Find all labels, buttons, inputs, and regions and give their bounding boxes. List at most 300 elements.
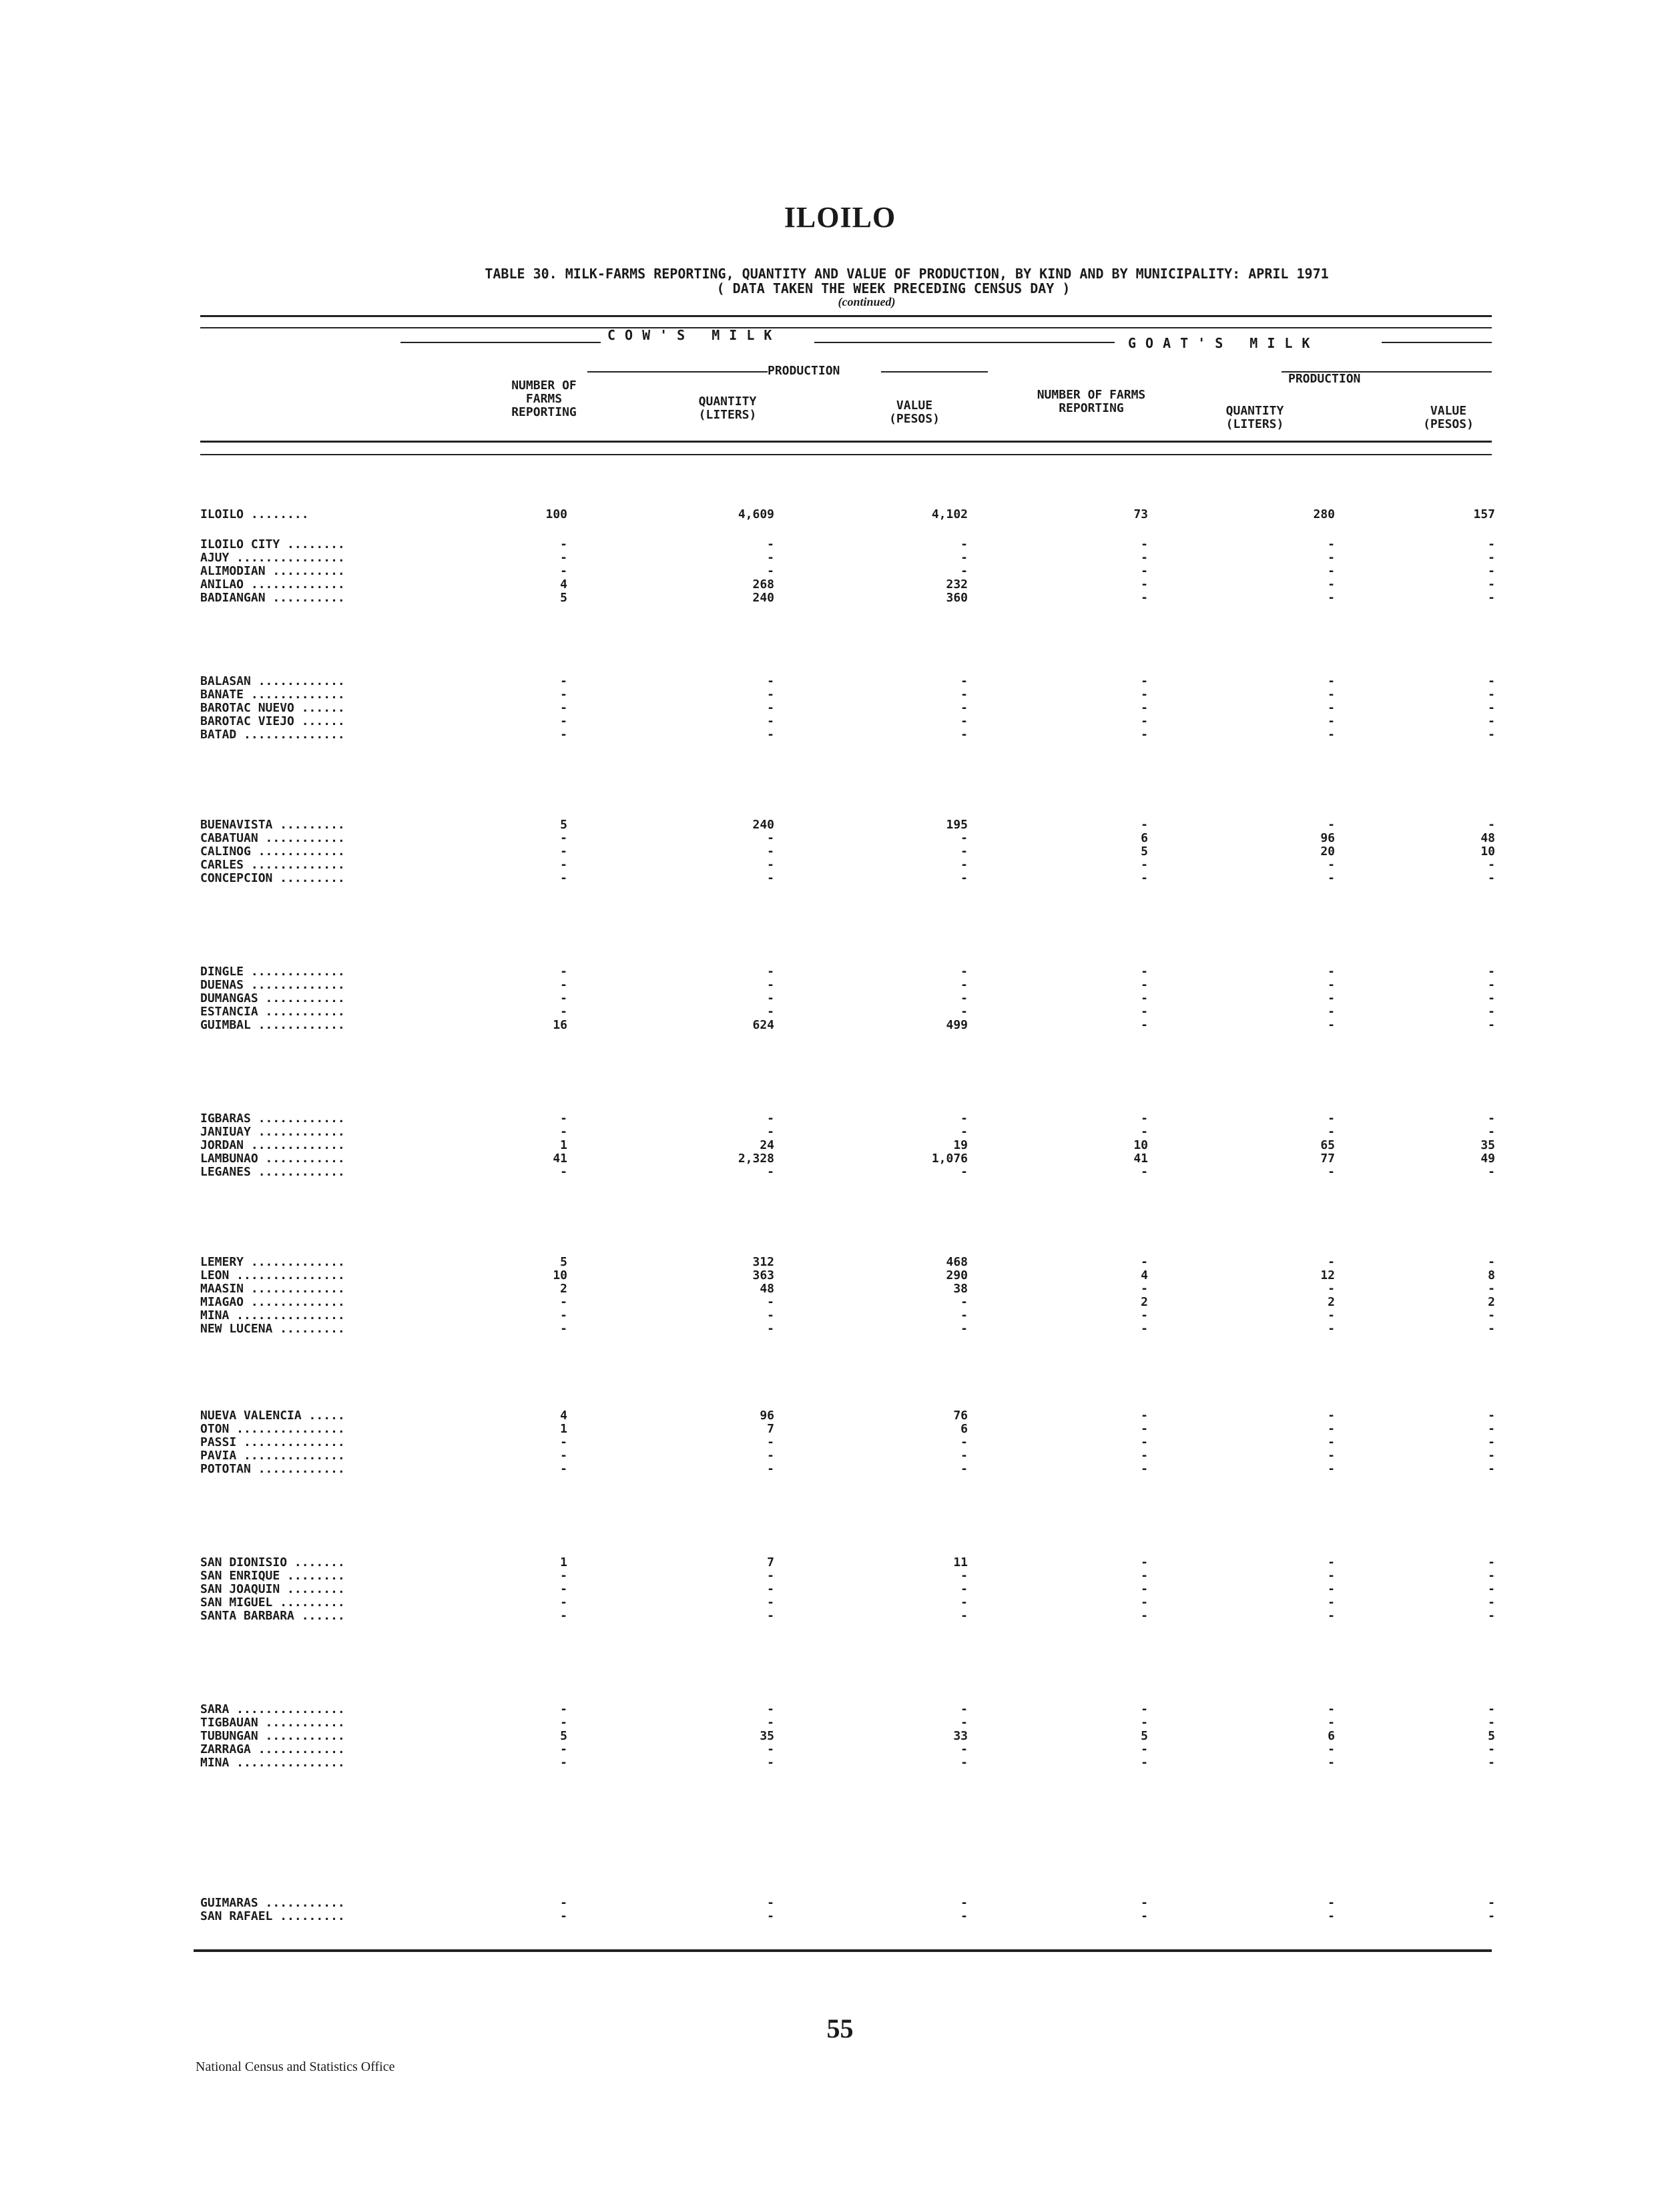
table-cell: 240 bbox=[752, 818, 774, 832]
municipality-name: SANTA BARBARA ...... bbox=[200, 1609, 345, 1623]
municipality-name: LEON ............... bbox=[200, 1268, 345, 1282]
table-cell: - bbox=[1141, 1702, 1148, 1716]
table-cell: - bbox=[767, 858, 774, 872]
table-cell: - bbox=[1328, 1742, 1335, 1756]
table-cell: 1,076 bbox=[931, 1152, 968, 1166]
table-cell: - bbox=[960, 1909, 968, 1923]
municipality-name: TUBUNGAN ........... bbox=[200, 1729, 345, 1743]
table-cell: - bbox=[1328, 1435, 1335, 1449]
municipality-name: CARLES ............. bbox=[200, 858, 345, 872]
table-cell: 77 bbox=[1320, 1152, 1335, 1166]
table-cell: 100 bbox=[545, 507, 567, 521]
table-cell: 65 bbox=[1320, 1138, 1335, 1152]
table-cell: - bbox=[960, 978, 968, 992]
table-cell: - bbox=[560, 1435, 567, 1449]
table-cell: 5 bbox=[560, 591, 567, 605]
table-cell: - bbox=[1141, 1255, 1148, 1269]
municipality-name: MIAGAO ............. bbox=[200, 1295, 345, 1309]
table-cell: 4,609 bbox=[738, 507, 774, 521]
table-cell: - bbox=[960, 674, 968, 688]
table-row bbox=[200, 1165, 1502, 1180]
table-cell: - bbox=[767, 701, 774, 715]
table-cell: - bbox=[1328, 537, 1335, 551]
goat-production-header: PRODUCTION bbox=[1288, 372, 1361, 386]
table-cell: - bbox=[767, 1596, 774, 1610]
municipality-name: DUENAS ............. bbox=[200, 978, 345, 992]
table-cell: - bbox=[1328, 1422, 1335, 1436]
table-cell: - bbox=[560, 1756, 567, 1770]
table-cell: 268 bbox=[752, 577, 774, 591]
table-cell: 33 bbox=[953, 1729, 968, 1743]
table-cell: - bbox=[560, 1462, 567, 1476]
table-row bbox=[200, 858, 1502, 873]
municipality-name: NEW LUCENA ......... bbox=[200, 1322, 345, 1336]
table-cell: - bbox=[1141, 714, 1148, 728]
table-row bbox=[200, 818, 1502, 832]
table-cell: 10 bbox=[553, 1268, 567, 1282]
table-cell: - bbox=[1488, 1449, 1495, 1463]
cow-value-header: VALUE (PESOS) bbox=[889, 399, 940, 426]
table-cell: - bbox=[1488, 1596, 1495, 1610]
table-cell: - bbox=[1141, 577, 1148, 591]
municipality-name: BUENAVISTA ......... bbox=[200, 818, 345, 832]
table-cell: - bbox=[560, 688, 567, 702]
table-cell: - bbox=[560, 537, 567, 551]
municipality-name: SAN MIGUEL ......... bbox=[200, 1596, 345, 1610]
table-row bbox=[200, 871, 1502, 886]
table-row bbox=[200, 1435, 1502, 1450]
cow-rule-left bbox=[400, 342, 601, 343]
table-cell: - bbox=[767, 1582, 774, 1596]
table-cell: 312 bbox=[752, 1255, 774, 1269]
table-cell: - bbox=[560, 1295, 567, 1309]
table-cell: - bbox=[560, 1165, 567, 1179]
municipality-name: MINA ............... bbox=[200, 1308, 345, 1322]
table-cell: - bbox=[1328, 1909, 1335, 1923]
table-cell: - bbox=[1328, 1569, 1335, 1583]
table-cell: - bbox=[960, 991, 968, 1005]
table-cell: 363 bbox=[752, 1268, 774, 1282]
table-row bbox=[200, 1268, 1502, 1283]
table-cell: - bbox=[1328, 1555, 1335, 1569]
table-cell: - bbox=[1328, 1165, 1335, 1179]
table-cell: - bbox=[1488, 871, 1495, 885]
table-row bbox=[200, 1582, 1502, 1597]
table-cell: 96 bbox=[1320, 831, 1335, 845]
table-cell: - bbox=[1488, 1422, 1495, 1436]
table-cell: - bbox=[767, 1569, 774, 1583]
goat-rule-right bbox=[1382, 342, 1492, 343]
table-cell: - bbox=[767, 1896, 774, 1910]
table-row bbox=[200, 1609, 1502, 1624]
table-cell: - bbox=[767, 1756, 774, 1770]
table-cell: - bbox=[560, 1112, 567, 1126]
table-row bbox=[200, 577, 1502, 592]
table-cell: - bbox=[1488, 537, 1495, 551]
table-cell: - bbox=[767, 1449, 774, 1463]
table-cell: - bbox=[1141, 1322, 1148, 1336]
table-cell: - bbox=[960, 1165, 968, 1179]
municipality-name: OTON ............... bbox=[200, 1422, 345, 1436]
table-cell: 240 bbox=[752, 591, 774, 605]
table-cell: - bbox=[560, 844, 567, 859]
table-cell: 6 bbox=[1141, 831, 1148, 845]
page-title: ILOILO bbox=[784, 201, 896, 234]
table-cell: - bbox=[1141, 674, 1148, 688]
table-cell: - bbox=[1141, 564, 1148, 578]
table-cell: - bbox=[767, 714, 774, 728]
table-cell: 4 bbox=[1141, 1268, 1148, 1282]
municipality-name: ZARRAGA ............ bbox=[200, 1742, 345, 1756]
table-cell: - bbox=[960, 1322, 968, 1336]
table-cell: - bbox=[1141, 1896, 1148, 1910]
table-cell: 195 bbox=[946, 818, 968, 832]
table-cell: - bbox=[960, 1609, 968, 1623]
table-cell: - bbox=[960, 714, 968, 728]
table-cell: 24 bbox=[760, 1138, 774, 1152]
table-cell: - bbox=[1328, 991, 1335, 1005]
table-cell: - bbox=[1488, 564, 1495, 578]
goat-quantity-header: QUANTITY (LITERS) bbox=[1225, 404, 1284, 431]
table-cell: - bbox=[1488, 965, 1495, 979]
municipality-name: SAN DIONISIO ....... bbox=[200, 1555, 345, 1569]
table-cell: - bbox=[767, 1308, 774, 1322]
table-cell: - bbox=[1488, 714, 1495, 728]
table-cell: - bbox=[560, 1005, 567, 1019]
municipality-name: ALIMODIAN .......... bbox=[200, 564, 345, 578]
table-row bbox=[200, 1295, 1502, 1310]
table-row bbox=[200, 978, 1502, 993]
table-cell: - bbox=[1488, 591, 1495, 605]
table-cell: - bbox=[1488, 818, 1495, 832]
table-row bbox=[200, 1125, 1502, 1140]
table-cell: - bbox=[1141, 871, 1148, 885]
municipality-name: ANILAO ............. bbox=[200, 577, 345, 591]
table-row bbox=[200, 701, 1502, 716]
municipality-name: SAN ENRIQUE ........ bbox=[200, 1569, 345, 1583]
table-cell: - bbox=[1488, 1609, 1495, 1623]
table-cell: 5 bbox=[1141, 844, 1148, 859]
table-cell: - bbox=[560, 1582, 567, 1596]
table-cell: - bbox=[960, 965, 968, 979]
table-cell: - bbox=[1328, 1596, 1335, 1610]
table-cell: 499 bbox=[946, 1018, 968, 1032]
table-cell: - bbox=[1488, 1112, 1495, 1126]
municipality-name: GUIMARAS ........... bbox=[200, 1896, 345, 1910]
table-cell: 5 bbox=[1488, 1729, 1495, 1743]
table-cell: - bbox=[960, 1462, 968, 1476]
table-cell: - bbox=[1141, 1609, 1148, 1623]
table-cell: - bbox=[1488, 1282, 1495, 1296]
table-cell: - bbox=[1141, 1435, 1148, 1449]
table-cell: - bbox=[1141, 1582, 1148, 1596]
table-cell: - bbox=[767, 1125, 774, 1139]
table-cell: - bbox=[1328, 1702, 1335, 1716]
table-cell: - bbox=[560, 858, 567, 872]
cow-production-header: PRODUCTION bbox=[768, 364, 840, 378]
table-cell: - bbox=[560, 1569, 567, 1583]
table-cell: - bbox=[560, 1596, 567, 1610]
table-cell: - bbox=[1488, 1005, 1495, 1019]
table-cell: - bbox=[960, 1716, 968, 1730]
table-row bbox=[200, 1018, 1502, 1033]
table-row bbox=[200, 1896, 1502, 1911]
cow-prod-rule-left bbox=[587, 371, 768, 373]
table-cell: - bbox=[1488, 1909, 1495, 1923]
table-continued: (continued) bbox=[838, 295, 896, 308]
table-cell: - bbox=[1488, 1125, 1495, 1139]
municipality-name: BATAD .............. bbox=[200, 728, 345, 742]
table-cell: - bbox=[560, 551, 567, 565]
municipality-name: ILOILO CITY ........ bbox=[200, 537, 345, 551]
table-cell: 4 bbox=[560, 1409, 567, 1423]
table-row bbox=[200, 507, 1502, 522]
table-cell: - bbox=[960, 1756, 968, 1770]
table-row bbox=[200, 1596, 1502, 1610]
table-cell: 48 bbox=[1480, 831, 1495, 845]
table-cell: - bbox=[1328, 728, 1335, 742]
table-cell: - bbox=[960, 1569, 968, 1583]
table-cell: - bbox=[960, 537, 968, 551]
table-cell: 5 bbox=[560, 1729, 567, 1743]
table-cell: 6 bbox=[1328, 1729, 1335, 1743]
municipality-name: IGBARAS ............ bbox=[200, 1112, 345, 1126]
table-row bbox=[200, 1702, 1502, 1717]
cow-quantity-header: QUANTITY (LITERS) bbox=[698, 395, 757, 422]
table-cell: - bbox=[767, 674, 774, 688]
table-cell: - bbox=[960, 1005, 968, 1019]
table-cell: - bbox=[1141, 551, 1148, 565]
table-row bbox=[200, 564, 1502, 579]
table-cell: - bbox=[560, 728, 567, 742]
table-row bbox=[200, 674, 1502, 689]
table-cell: - bbox=[1141, 965, 1148, 979]
table-row bbox=[200, 1756, 1502, 1770]
table-cell: - bbox=[1488, 1756, 1495, 1770]
table-bottom-rule bbox=[194, 1949, 1492, 1952]
municipality-name: AJUY ............... bbox=[200, 551, 345, 565]
table-cell: - bbox=[1141, 688, 1148, 702]
table-cell: - bbox=[1488, 1569, 1495, 1583]
table-cell: - bbox=[560, 1449, 567, 1463]
municipality-name: BALASAN ............ bbox=[200, 674, 345, 688]
table-cell: - bbox=[1488, 1409, 1495, 1423]
table-cell: 19 bbox=[953, 1138, 968, 1152]
table-cell: - bbox=[560, 978, 567, 992]
table-row bbox=[200, 831, 1502, 846]
table-cell: - bbox=[1488, 701, 1495, 715]
table-row bbox=[200, 1909, 1502, 1924]
table-cell: - bbox=[560, 1742, 567, 1756]
table-cell: - bbox=[1488, 1308, 1495, 1322]
table-cell: - bbox=[960, 688, 968, 702]
municipality-name: BAROTAC NUEVO ...... bbox=[200, 701, 345, 715]
table-cell: 1 bbox=[560, 1422, 567, 1436]
municipality-name: CABATUAN ........... bbox=[200, 831, 345, 845]
table-cell: - bbox=[1141, 1596, 1148, 1610]
municipality-name: DINGLE ............. bbox=[200, 965, 345, 979]
table-row bbox=[200, 714, 1502, 729]
table-cell: 2 bbox=[1488, 1295, 1495, 1309]
table-cell: - bbox=[1141, 1909, 1148, 1923]
table-cell: - bbox=[1328, 577, 1335, 591]
table-cell: - bbox=[1141, 1742, 1148, 1756]
table-cell: 2 bbox=[1328, 1295, 1335, 1309]
table-cell: - bbox=[1141, 1282, 1148, 1296]
table-cell: - bbox=[1328, 1125, 1335, 1139]
table-row bbox=[200, 1255, 1502, 1270]
table-cell: - bbox=[1488, 577, 1495, 591]
table-cell: - bbox=[560, 1702, 567, 1716]
table-cell: 38 bbox=[953, 1282, 968, 1296]
table-cell: - bbox=[1141, 1569, 1148, 1583]
table-cell: - bbox=[1141, 1555, 1148, 1569]
table-cell: - bbox=[960, 1308, 968, 1322]
table-cell: 624 bbox=[752, 1018, 774, 1032]
table-cell: - bbox=[560, 1308, 567, 1322]
table-cell: - bbox=[1141, 1716, 1148, 1730]
municipality-name: TIGBAUAN ........... bbox=[200, 1716, 345, 1730]
table-cell: - bbox=[1488, 1255, 1495, 1269]
table-cell: - bbox=[1488, 1742, 1495, 1756]
table-cell: 290 bbox=[946, 1268, 968, 1282]
table-cell: - bbox=[1488, 1165, 1495, 1179]
table-cell: - bbox=[960, 1596, 968, 1610]
table-cell: - bbox=[767, 1716, 774, 1730]
header-bottom-rule bbox=[200, 441, 1492, 443]
table-cell: - bbox=[767, 1435, 774, 1449]
table-row bbox=[200, 1555, 1502, 1570]
table-cell: 10 bbox=[1133, 1138, 1148, 1152]
table-cell: - bbox=[1328, 818, 1335, 832]
table-cell: - bbox=[1488, 1555, 1495, 1569]
footer-text: National Census and Statistics Office bbox=[196, 2059, 395, 2074]
table-cell: - bbox=[1488, 1896, 1495, 1910]
municipality-name: SAN RAFAEL ......... bbox=[200, 1909, 345, 1923]
table-cell: - bbox=[767, 564, 774, 578]
table-cell: - bbox=[1488, 728, 1495, 742]
table-cell: 5 bbox=[1141, 1729, 1148, 1743]
table-row bbox=[200, 1152, 1502, 1166]
table-cell: 1 bbox=[560, 1555, 567, 1569]
table-cell: 49 bbox=[1480, 1152, 1495, 1166]
goat-value-header: VALUE (PESOS) bbox=[1423, 404, 1474, 431]
cows-milk-header: COW'S MILK bbox=[607, 327, 782, 343]
table-cell: - bbox=[1328, 871, 1335, 885]
table-cell: 280 bbox=[1313, 507, 1335, 521]
header-double-rule bbox=[200, 327, 1492, 328]
table-cell: - bbox=[960, 1896, 968, 1910]
table-row bbox=[200, 1112, 1502, 1126]
municipality-name: BAROTAC VIEJO ...... bbox=[200, 714, 345, 728]
table-cell: - bbox=[1328, 1462, 1335, 1476]
table-row bbox=[200, 1742, 1502, 1757]
table-row bbox=[200, 1138, 1502, 1153]
table-row bbox=[200, 1449, 1502, 1463]
table-cell: 4,102 bbox=[931, 507, 968, 521]
table-cell: - bbox=[1328, 1018, 1335, 1032]
table-cell: 10 bbox=[1480, 844, 1495, 859]
table-cell: - bbox=[1141, 818, 1148, 832]
municipality-name: MAASIN ............. bbox=[200, 1282, 345, 1296]
table-subcaption: ( DATA TAKEN THE WEEK PRECEDING CENSUS DAY ) bbox=[716, 280, 1071, 296]
table-cell: - bbox=[767, 551, 774, 565]
table-cell: - bbox=[1488, 1322, 1495, 1336]
table-cell: - bbox=[960, 1582, 968, 1596]
table-cell: - bbox=[1141, 1112, 1148, 1126]
table-cell: - bbox=[960, 858, 968, 872]
table-cell: 2,328 bbox=[738, 1152, 774, 1166]
table-cell: - bbox=[560, 714, 567, 728]
table-cell: - bbox=[1141, 991, 1148, 1005]
table-cell: 468 bbox=[946, 1255, 968, 1269]
table-cell: - bbox=[960, 844, 968, 859]
table-cell: - bbox=[767, 537, 774, 551]
table-cell: - bbox=[767, 1909, 774, 1923]
table-cell: - bbox=[1328, 1005, 1335, 1019]
table-cell: - bbox=[1328, 1308, 1335, 1322]
table-cell: 35 bbox=[1480, 1138, 1495, 1152]
table-cell: - bbox=[960, 728, 968, 742]
table-cell: - bbox=[560, 831, 567, 845]
municipality-name: LAMBUNAO ........... bbox=[200, 1152, 345, 1166]
table-cell: - bbox=[767, 1165, 774, 1179]
table-cell: 7 bbox=[767, 1422, 774, 1436]
table-cell: - bbox=[560, 1322, 567, 1336]
table-cell: 1 bbox=[560, 1138, 567, 1152]
table-cell: - bbox=[767, 688, 774, 702]
table-row bbox=[200, 1322, 1502, 1336]
table-cell: - bbox=[960, 1112, 968, 1126]
table-row bbox=[200, 965, 1502, 979]
table-cell: - bbox=[1328, 1112, 1335, 1126]
table-cell: - bbox=[1488, 1462, 1495, 1476]
table-cell: - bbox=[1141, 1165, 1148, 1179]
table-cell: 7 bbox=[767, 1555, 774, 1569]
table-cell: - bbox=[1328, 551, 1335, 565]
table-cell: 5 bbox=[560, 1255, 567, 1269]
table-cell: 96 bbox=[760, 1409, 774, 1423]
municipality-name: DUMANGAS ........... bbox=[200, 991, 345, 1005]
table-cell: 157 bbox=[1473, 507, 1495, 521]
table-cell: - bbox=[1141, 701, 1148, 715]
table-cell: - bbox=[1328, 1282, 1335, 1296]
table-cell: - bbox=[767, 1322, 774, 1336]
table-cell: - bbox=[560, 991, 567, 1005]
table-cell: - bbox=[1488, 1702, 1495, 1716]
table-cell: - bbox=[1328, 1409, 1335, 1423]
table-row bbox=[200, 1729, 1502, 1744]
table-row bbox=[200, 844, 1502, 859]
table-cell: - bbox=[1488, 674, 1495, 688]
table-cell: - bbox=[767, 871, 774, 885]
table-row bbox=[200, 1282, 1502, 1296]
table-cell: - bbox=[767, 1462, 774, 1476]
table-cell: - bbox=[1488, 1716, 1495, 1730]
table-cell: - bbox=[1141, 1462, 1148, 1476]
table-cell: - bbox=[960, 831, 968, 845]
table-cell: 6 bbox=[960, 1422, 968, 1436]
table-cell: 20 bbox=[1320, 844, 1335, 859]
table-cell: - bbox=[1328, 1255, 1335, 1269]
table-cell: - bbox=[960, 871, 968, 885]
table-cell: - bbox=[1328, 701, 1335, 715]
municipality-name: NUEVA VALENCIA ..... bbox=[200, 1409, 345, 1423]
table-cell: 35 bbox=[760, 1729, 774, 1743]
table-cell: - bbox=[1488, 688, 1495, 702]
municipality-name: JORDAN ............. bbox=[200, 1138, 345, 1152]
table-cell: - bbox=[1488, 1435, 1495, 1449]
